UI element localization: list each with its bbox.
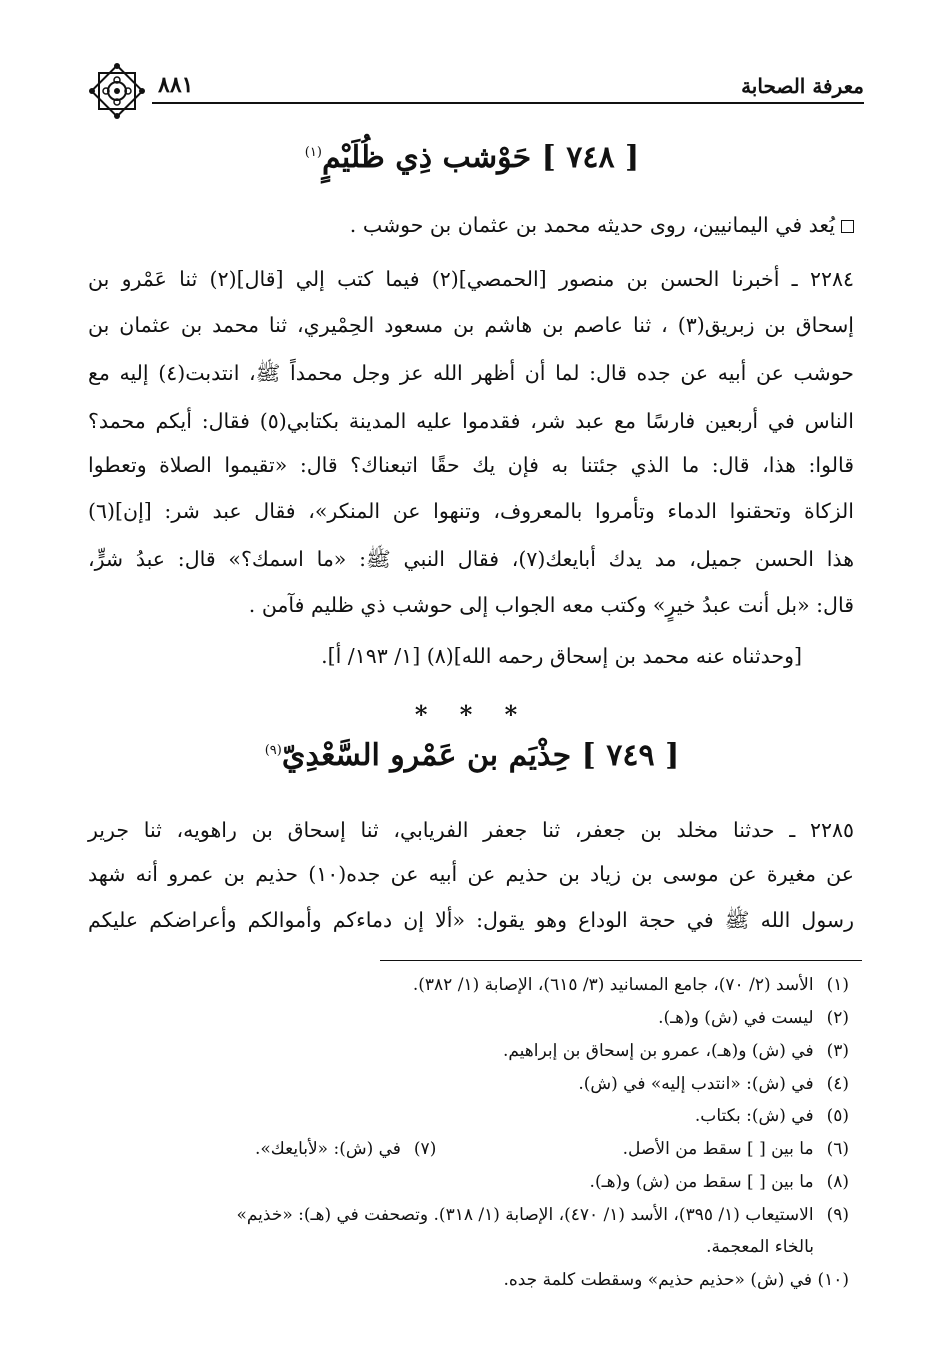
page-header <box>80 60 864 102</box>
footnote-number: (٢) <box>826 1008 849 1028</box>
footnote-divider <box>380 960 862 961</box>
footnote-text: الأسد (٢/ ٧٠)، جامع المسانيد (٣/ ٦١٥)، الإصابة (١/ ٣٨٢). <box>412 975 814 995</box>
header-divider <box>152 102 864 104</box>
hadith-line: قال: «بل أنت عبدُ خيرٍ» وكتب معه الجواب إلى حوشب ذي ظليم فآمن . <box>248 593 854 617</box>
hadith-line: ٢٢٨٥ ـ حدثنا مخلد بن جعفر، ثنا جعفر الفريابي، ثنا إسحاق بن راهويه، ثنا جرير <box>88 818 854 842</box>
chapter-heading-748 <box>80 140 864 175</box>
footnote-number: (٩) <box>826 1205 849 1225</box>
footnote-text: ما بين [ ] سقط من (ش) و(هـ). <box>589 1172 814 1192</box>
footnote-number: (٦) <box>826 1139 849 1159</box>
hadith-line: الناس في أربعين فارسًا مع عبد شر، فقدموا عليه المدينة بكتابي(٥) فقال: أيكم محمد؟ <box>88 409 854 433</box>
chapter-title: [ ٧٤٨ ] حَوْشب ذِي ظُلَيْمٍ <box>321 140 640 175</box>
hadith-line: حوشب عن أبيه عن جده قال: لما أن أظهر الله عز وجل محمداً ﷺ، انتدبت(٤) إليه مع <box>88 361 854 385</box>
footnote-number: (٤) <box>826 1074 849 1094</box>
page-number: ٨٨١ <box>158 72 194 98</box>
square-bullet-icon <box>841 220 854 233</box>
footnote <box>578 1074 849 1094</box>
hadith-line: ٢٢٨٤ ـ أخبرنا الحسن بن منصور [الحمصي](٢) فيما كتب إلي [قال](٢) ثنا عَمْرو بن <box>88 267 854 291</box>
star-ornament-icon <box>86 60 148 122</box>
footnote-continuation <box>706 1237 814 1257</box>
footnote <box>590 1172 849 1192</box>
footnote-number: (١٠) <box>817 1270 849 1290</box>
hadith-line: هذا الحسن جميل، مد يدك أبايعك(٧)، فقال النبي ﷺ: «ما اسمك؟» قال: عبدُ شرٍّ، <box>88 547 855 571</box>
footnote <box>503 1270 849 1290</box>
footnote <box>658 1008 849 1028</box>
footnote-text: في (ش): بكتاب. <box>694 1106 814 1126</box>
footnote-number: (١) <box>826 975 849 995</box>
footnote-number: (٥) <box>826 1106 849 1126</box>
footnote-number: (٧) <box>413 1139 437 1159</box>
footnote-text: في (ش): «لأبايعك». <box>255 1139 401 1159</box>
footnote-text: الاستيعاب (١/ ٣٩٥)، الأسد (١/ ٤٧٠)، الإصابة (١/ ٣١٨). وتصحفت في (هـ): «خذيم» <box>236 1205 814 1225</box>
footnote-text: بالخاء المعجمة. <box>706 1237 814 1257</box>
hadith-line: رسول الله ﷺ في حجة الوداع وهو يقول: «ألا إن دماءكم وأموالكم وأعراضكم عليكم <box>88 908 854 932</box>
hadith-line: [وحدثناه عنه محمد بن إسحاق رحمه الله](٨) [١/ ١٩٣/ أ]. <box>321 644 802 668</box>
footnote-text: في (ش) و(هـ)، عمرو بن إسحاق بن إبراهيم. <box>502 1041 814 1061</box>
intro-line <box>88 213 854 237</box>
footnote-ref: (٩) <box>264 743 282 758</box>
hadith-line: إسحاق بن زبريق(٣) ، ثنا عاصم بن هاشم بن مسعود الحِمْيري، ثنا محمد بن عثمان بن <box>88 313 854 337</box>
hadith-line: قالوا: هذا، قال: ما الذي جئتنا به فإن يك حقًا اتبعناك؟ قال: «تقيموا الصلاة وتعطوا <box>88 453 854 477</box>
footnote <box>623 1139 849 1159</box>
footnote-text: في (ش): «انتدب إليه» في (ش). <box>578 1074 814 1094</box>
footnote-text: ما بين [ ] سقط من الأصل. <box>622 1139 814 1159</box>
footnote <box>413 975 849 995</box>
footnote-number: (٨) <box>826 1172 849 1192</box>
footnote <box>695 1106 849 1126</box>
footnote <box>503 1041 849 1061</box>
intro-text: يُعد في اليمانيين، روى حديثه محمد بن عثمان بن حوشب . <box>349 213 835 237</box>
running-title: معرفة الصحابة <box>741 74 864 98</box>
footnote-ref: (١) <box>304 145 322 160</box>
chapter-title: [ ٧٤٩ ] حِذْيَم بن عَمْرو السَّعْدِيّ <box>281 738 680 773</box>
footnote <box>236 1205 849 1225</box>
footnote-text: ليست في (ش) و(هـ). <box>658 1008 814 1028</box>
footnote-number: (٣) <box>826 1041 849 1061</box>
footnote-text: في (ش) «حذيم حذيم» وسقطت كلمة جده. <box>503 1270 813 1290</box>
footnote <box>255 1139 436 1159</box>
section-separator: * * * <box>414 700 530 729</box>
hadith-line: الزكاة وتحقنوا الدماء وتأمروا بالمعروف، وتنهوا عن المنكر»، فقال عبد شر: [إن](٦) <box>88 499 854 523</box>
hadith-line: عن مغيرة عن موسى بن زياد بن حذيم عن أبيه عن جده(١٠) حذيم بن عمرو أنه شهد <box>88 862 854 886</box>
chapter-heading-749 <box>80 738 864 773</box>
